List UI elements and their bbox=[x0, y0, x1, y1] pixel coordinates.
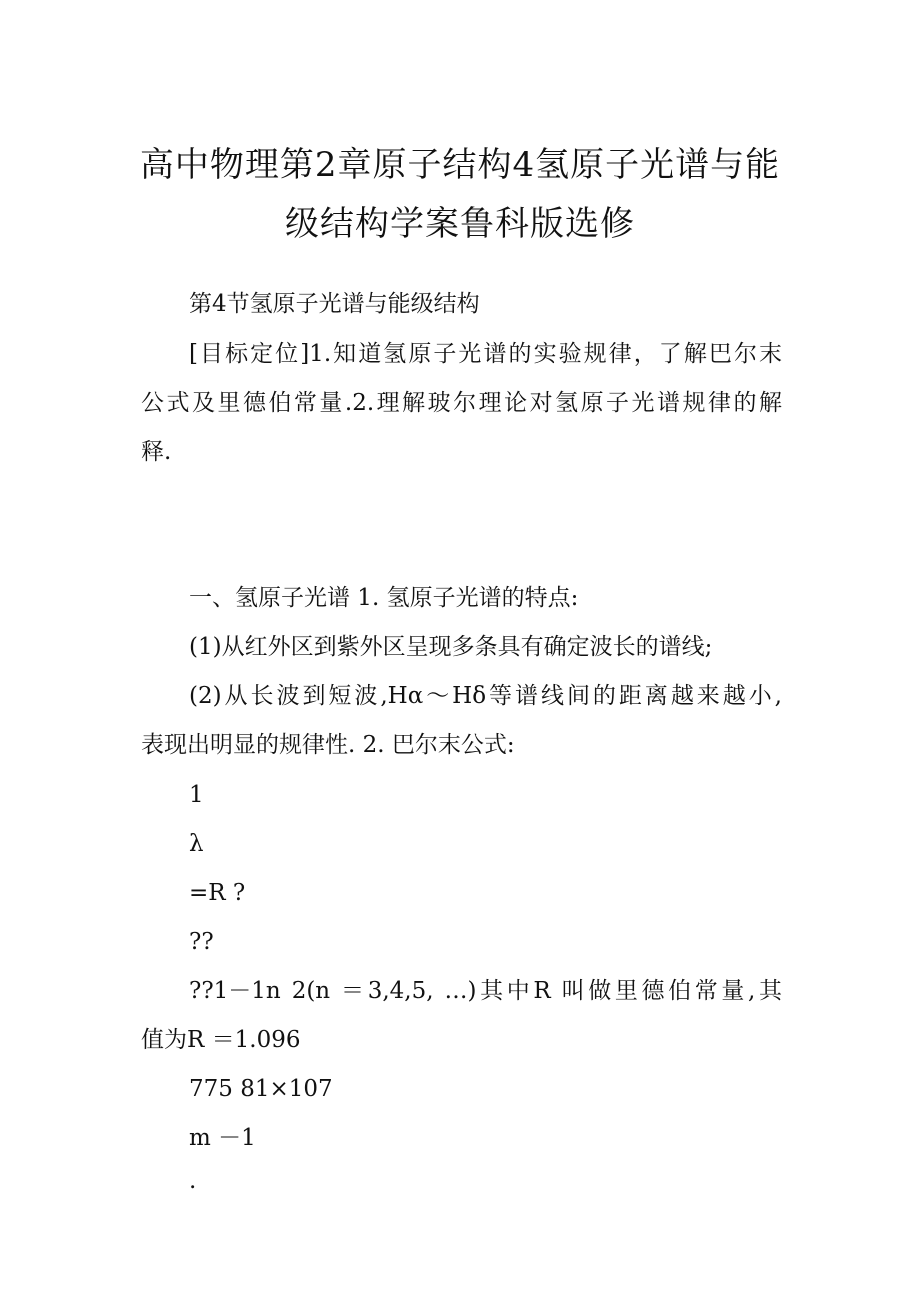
objectives-line-2: 公式及里德伯常量.2.理解玻尔理论对氢原子光谱规律的解 bbox=[141, 390, 782, 416]
formula-value: 775 81×107 bbox=[189, 1076, 333, 1102]
objectives-line-3: 释. bbox=[141, 439, 172, 465]
part1-heading: 一、氢原子光谱 1. 氢原子光谱的特点: bbox=[189, 585, 579, 611]
formula-unit: m －1 bbox=[189, 1125, 256, 1151]
objectives-line-1: [目标定位]1.知道氢原子光谱的实验规律，了解巴尔末 bbox=[189, 341, 782, 367]
formula-dot: . bbox=[189, 1168, 197, 1194]
formula-body-line-2: 值为R ＝1.096 bbox=[141, 1027, 301, 1053]
section-heading: 第4节氢原子光谱与能级结构 bbox=[189, 291, 480, 317]
part1-item-1: (1)从红外区到紫外区呈现多条具有确定波长的谱线; bbox=[189, 634, 713, 660]
document-title-line-1: 高中物理第2章原子结构4氢原子光谱与能 bbox=[139, 145, 781, 185]
formula-numerator: 1 bbox=[189, 782, 204, 808]
part1-item-2-line-2: 表现出明显的规律性. 2. 巴尔末公式: bbox=[141, 732, 515, 758]
formula-placeholder: ?? bbox=[189, 929, 214, 955]
document-title-line-2: 级结构学案鲁科版选修 bbox=[285, 204, 635, 244]
formula-body-line-1: ??1－1n 2(n ＝3,4,5, …)其中R 叫做里德伯常量,其 bbox=[189, 978, 782, 1004]
formula-equals-r: =R ? bbox=[189, 880, 246, 906]
formula-lambda: λ bbox=[189, 831, 204, 857]
part1-item-2-line-1: (2)从长波到短波,Hα～Hδ等谱线间的距离越来越小, bbox=[189, 683, 782, 709]
